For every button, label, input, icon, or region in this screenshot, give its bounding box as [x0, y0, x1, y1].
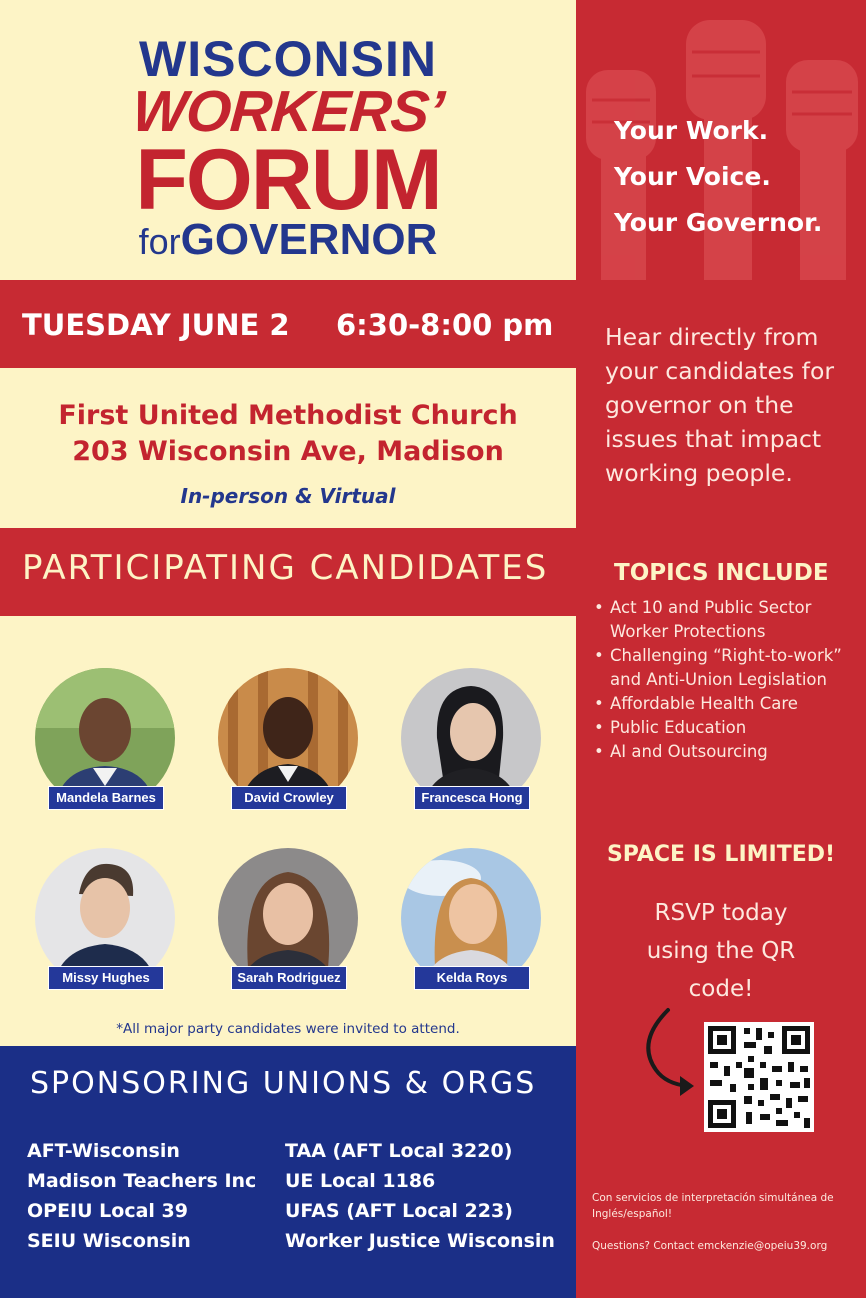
title-governor: GOVERNOR: [180, 215, 438, 264]
sponsor-item: UFAS (AFT Local 223): [285, 1200, 513, 1222]
rsvp-line: code!: [688, 976, 754, 1002]
topic-item: • Act 10 and Public Sector Worker Protections: [586, 596, 858, 644]
title-workers: WORKERS’: [130, 79, 446, 144]
topic-item: • AI and Outsourcing: [586, 740, 858, 764]
rsvp-line: RSVP today: [654, 900, 788, 926]
candidate-card: [213, 848, 363, 998]
candidate-card: [30, 668, 180, 818]
event-format: In-person & Virtual: [180, 484, 396, 508]
qr-code-icon: [704, 1022, 814, 1132]
venue-name: First United Methodist Church: [58, 400, 518, 431]
candidates-heading: PARTICIPATING CANDIDATES: [22, 548, 549, 588]
space-limited-heading: SPACE IS LIMITED!: [606, 842, 836, 867]
topic-item: • Affordable Health Care: [586, 692, 858, 716]
candidate-name: Sarah Rodriguez: [231, 966, 347, 990]
sponsors-left: [27, 1136, 256, 1256]
slogan-line: Your Voice.: [614, 162, 771, 191]
event-time: 6:30-8:00 pm: [336, 308, 554, 342]
rsvp-text: [576, 894, 866, 1008]
candidate-card: [396, 668, 546, 818]
title-wisconsin: WISCONSIN: [139, 31, 437, 87]
sponsor-item: AFT-Wisconsin: [27, 1140, 180, 1162]
slogan-line: Your Work.: [614, 116, 769, 145]
topic-item: • Challenging “Right-to-work” and Anti-Union Legislation: [586, 644, 858, 692]
sponsors-right: [285, 1136, 555, 1256]
candidate-card: [396, 848, 546, 998]
title-forum: FORUM: [135, 132, 441, 228]
title-for-governor: [0, 215, 576, 264]
event-date: TUESDAY JUNE 2: [22, 308, 290, 342]
sponsors-heading: SPONSORING UNIONS & ORGS: [30, 1066, 537, 1101]
rsvp-line: using the QR: [646, 938, 796, 964]
sponsor-item: UE Local 1186: [285, 1170, 436, 1192]
candidate-card: [213, 668, 363, 818]
venue-address: 203 Wisconsin Ave, Madison: [72, 436, 504, 467]
date-time: [0, 302, 576, 350]
sponsor-item: OPEIU Local 39: [27, 1200, 188, 1222]
candidate-name: David Crowley: [231, 786, 347, 810]
contact-line: Questions? Contact emckenzie@opeiu39.org: [592, 1240, 828, 1252]
sidebar: [576, 0, 866, 1298]
candidate-name: Francesca Hong: [414, 786, 530, 810]
candidate-name: Missy Hughes: [48, 966, 164, 990]
invited-note: *All major party candidates were invited to attend.: [116, 1021, 460, 1037]
sponsor-item: Worker Justice Wisconsin: [285, 1230, 555, 1252]
topics-heading: TOPICS INCLUDE: [614, 560, 829, 586]
candidate-card: [30, 848, 180, 998]
sponsor-item: SEIU Wisconsin: [27, 1230, 191, 1252]
candidate-name: Kelda Roys: [414, 966, 530, 990]
sponsor-item: Madison Teachers Inc: [27, 1170, 257, 1192]
title-for: for: [138, 221, 181, 262]
topics-list: [586, 596, 858, 764]
intro-text: Hear directly from your candidates for governor on the issues that impact working people.: [605, 323, 834, 487]
slogan-line: Your Governor.: [614, 208, 823, 237]
qr-code[interactable]: [704, 1022, 814, 1132]
sponsor-item: TAA (AFT Local 3220): [285, 1140, 513, 1162]
candidate-name: Mandela Barnes: [48, 786, 164, 810]
interpretation-note: Con servicios de interpretación simultánea de Inglés/español!: [592, 1192, 834, 1220]
topic-item: • Public Education: [586, 716, 858, 740]
